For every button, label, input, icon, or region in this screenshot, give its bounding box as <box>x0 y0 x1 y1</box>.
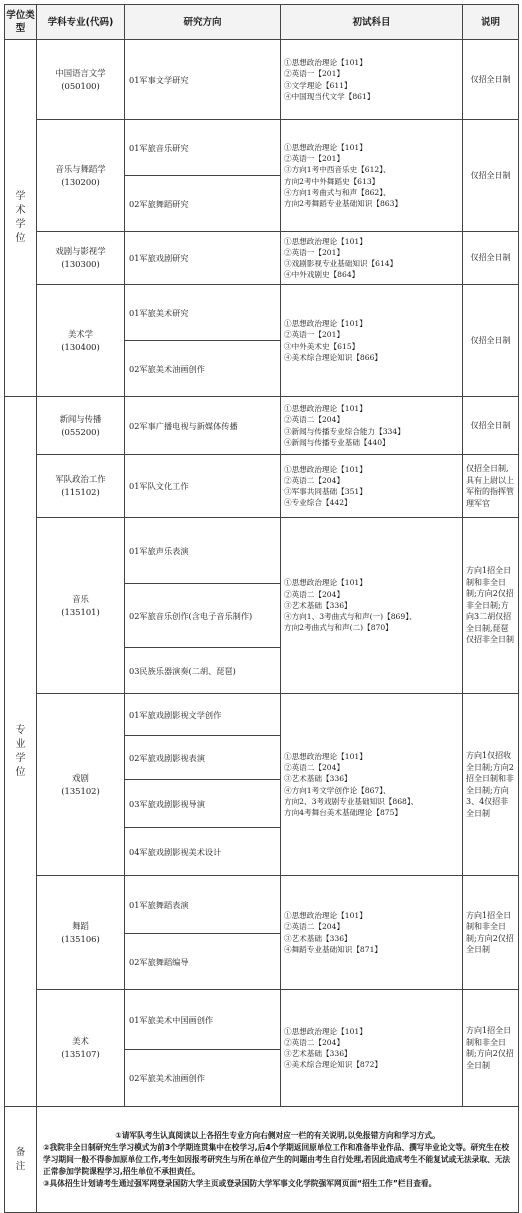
major-name: 美术学 <box>67 328 94 339</box>
research-direction-cell: 02军旅美术油画创作 <box>125 341 281 397</box>
table-header-row <box>5 5 519 40</box>
major-name: 新闻与传播 <box>59 413 102 424</box>
table-row <box>5 397 519 455</box>
exam-subject-line: ②英语二【204】 <box>284 589 345 599</box>
table-body <box>5 40 519 1213</box>
exam-subject-line: ④新闻与传播专业基础【440】 <box>284 437 390 447</box>
research-direction-cell: 02军事广播电视与新媒体传播 <box>125 397 281 455</box>
remarks-row <box>5 1107 519 1213</box>
major-name: 美术 <box>72 1036 89 1046</box>
exam-subject-line: ③方向1考中西音乐史【612】、 <box>284 165 391 175</box>
major-cell <box>37 397 125 455</box>
degree-type-label: 学术学位 <box>15 191 26 244</box>
research-direction-cell: 01军旅戏剧影视文学创作 <box>125 694 281 736</box>
exam-subject-line: ①思想政治理论【101】 <box>284 578 367 588</box>
exam-subject-line: ②英语二【204】 <box>284 922 345 932</box>
note-cell: 方向1招全日制和非全日制;方向2仅招非全日制;方向3二胡仅招全日制,琵琶仅招非全日制 <box>463 518 519 694</box>
major-cell <box>37 285 125 397</box>
note-cell: 仅招全日制 <box>463 285 519 397</box>
major-cell <box>37 990 125 1107</box>
research-direction-cell: 04军旅戏剧影视美术设计 <box>125 828 281 876</box>
research-direction-cell: 01军旅美术研究 <box>125 285 281 341</box>
research-direction-cell: 01军队文化工作 <box>125 455 281 518</box>
note-cell: 仅招全日制 <box>463 120 519 232</box>
degree-type-cell <box>5 397 37 1107</box>
exam-subject-line: ②英语一【201】 <box>284 69 345 79</box>
note-cell: 仅招全日制 <box>463 40 519 120</box>
major-cell <box>37 876 125 990</box>
exam-subject-line: ①思想政治理论【101】 <box>284 404 367 414</box>
degree-type-label: 专业学位 <box>15 724 26 778</box>
exam-subject-line: ③艺术基础【336】 <box>284 600 352 610</box>
remarks-content-cell <box>37 1107 519 1213</box>
exam-subject-line: ①思想政治理论【101】 <box>284 751 367 761</box>
exam-subject-line: ②英语一【201】 <box>284 247 345 257</box>
exam-subject-line: ②英语一【201】 <box>284 154 345 164</box>
remarks-label: 备注 <box>15 1146 26 1172</box>
exam-subjects-cell <box>281 120 463 232</box>
exam-subject-line: ④方向1考曲式与和声【862】、 <box>284 187 391 197</box>
exam-subjects-cell <box>281 876 463 990</box>
major-name: 中国语言文学 <box>55 67 106 78</box>
research-direction-cell: 02军旅舞蹈研究 <box>125 176 281 232</box>
exam-subject-line: ②英语二【204】 <box>284 1037 345 1047</box>
exam-subject-line: ③戏剧影视专业基础知识【614】 <box>284 259 398 268</box>
header-degree-type: 学位类型 <box>5 5 37 40</box>
exam-subject-line: 方向2考中外舞蹈史【613】 <box>284 176 380 186</box>
major-cell <box>37 232 125 285</box>
exam-subject-line: ④专业综合【442】 <box>284 498 352 508</box>
remark-item: ①请军队考生认真阅读以上各招生专业方向右侧对应一栏的有关说明,以免报错方向和学习方式。 <box>115 1130 440 1140</box>
exam-subject-line: ③艺术基础【336】 <box>284 1049 352 1058</box>
major-code: (130200) <box>61 176 100 187</box>
major-code: (055200) <box>61 426 100 437</box>
exam-subject-line: ①思想政治理论【101】 <box>284 58 367 68</box>
exam-subjects-cell <box>281 40 463 120</box>
table-row <box>5 120 519 176</box>
research-direction-cell: 02军旅戏剧影视表演 <box>125 736 281 780</box>
research-direction-cell: 01军旅舞蹈表演 <box>125 876 281 934</box>
research-direction-cell: 03民族乐器演奏(二胡、琵琶) <box>125 648 281 694</box>
major-cell <box>37 455 125 518</box>
header-exam-subjects: 初试科目 <box>281 5 463 40</box>
exam-subject-line: ①思想政治理论【101】 <box>284 319 367 329</box>
exam-subject-line: ①思想政治理论【101】 <box>284 911 367 921</box>
exam-subject-line: ③艺术基础【336】 <box>284 774 352 784</box>
note-cell: 方向1仅招收全日制;方向2招全日制和非全日制;方向3、4仅招非全日制 <box>463 694 519 876</box>
major-code: (135106) <box>61 933 100 944</box>
major-name: 戏剧 <box>72 772 89 783</box>
header-notes: 说明 <box>463 5 519 40</box>
exam-subject-line: ③新闻与传播专业综合能力【334】 <box>284 426 405 436</box>
major-code: (130400) <box>61 341 100 352</box>
exam-subject-line: 方向2考舞蹈专业基础知识【863】 <box>284 198 403 208</box>
exam-subject-line: ②英语二【204】 <box>284 763 345 773</box>
table-row <box>5 694 519 736</box>
table-row <box>5 40 519 120</box>
major-code: (135102) <box>61 785 100 796</box>
major-code: (135107) <box>61 1049 100 1059</box>
exam-subjects-cell <box>281 694 463 876</box>
exam-subject-line: ②英语二【204】 <box>284 415 345 425</box>
major-name: 音乐 <box>72 593 89 604</box>
exam-subject-line: ④方向1、3考曲式与和声(一)【869】、 <box>284 612 417 622</box>
research-direction-cell: 01军旅音乐研究 <box>125 120 281 176</box>
major-code: (135101) <box>61 606 100 617</box>
remarks-label-cell <box>5 1107 37 1213</box>
admissions-table <box>4 4 519 1213</box>
header-research-direction: 研究方向 <box>125 5 281 40</box>
degree-type-cell <box>5 40 37 397</box>
exam-subject-line: ④美术综合理论知识【872】 <box>284 1060 383 1070</box>
exam-subject-line: ①思想政治理论【101】 <box>284 142 367 152</box>
note-cell: 方向1招全日制和非全日制;方向2仅招全日制 <box>463 876 519 990</box>
exam-subjects-cell <box>281 232 463 285</box>
research-direction-cell: 01军旅美术中国画创作 <box>125 990 281 1050</box>
table-row <box>5 232 519 285</box>
exam-subjects-cell <box>281 397 463 455</box>
table-row <box>5 518 519 584</box>
research-direction-cell: 02军旅美术油画创作 <box>125 1050 281 1107</box>
remark-item: ③具体招生计划请考生通过强军网登录国防大学主页或登录国防大学军事文化学院强军网页面“招生工作”栏目查看。 <box>43 1178 437 1188</box>
remark-item: ②我院非全日制研究生学习模式为前3个学期连贯集中在校学习,后4个学期返回原单位工作和准备毕业作品、撰写毕业论文等。研究生在校学习期间一般不得参加原单位工作,考生如因报考研究生与所在单位产生的问题由考生自行处理,若因此造成考生不能复试或无法录取、无法正常参加学院课程学习,招生单位不承担责任。 <box>43 1142 511 1176</box>
exam-subject-line: ④中国现当代文学【861】 <box>284 91 375 101</box>
major-code: (115102) <box>61 487 100 497</box>
note-cell: 仅招全日制 <box>463 232 519 285</box>
exam-subjects-cell <box>281 990 463 1107</box>
admissions-table-container <box>4 4 518 1213</box>
exam-subject-line: ④方向1考文学创作论【867】、 <box>284 785 391 795</box>
research-direction-cell: 02军旅音乐创作(含电子音乐制作) <box>125 584 281 648</box>
major-cell <box>37 518 125 694</box>
exam-subjects-cell <box>281 285 463 397</box>
major-name: 军队政治工作 <box>55 474 106 484</box>
exam-subject-line: ①思想政治理论【101】 <box>284 236 367 246</box>
exam-subject-line: ①思想政治理论【101】 <box>284 1026 367 1036</box>
research-direction-cell: 01军旅戏剧研究 <box>125 232 281 285</box>
exam-subjects-cell <box>281 518 463 694</box>
exam-subject-line: ④美术综合理论知识【866】 <box>284 352 383 362</box>
research-direction-cell: 01军旅声乐表演 <box>125 518 281 584</box>
major-code: (050100) <box>61 80 100 91</box>
table-row <box>5 990 519 1050</box>
research-direction-cell: 03军旅戏剧影视导演 <box>125 780 281 828</box>
exam-subject-line: 方向4考舞台美术基础理论【875】 <box>284 807 403 817</box>
major-name: 音乐与舞蹈学 <box>55 163 106 174</box>
exam-subject-line: ③中外美术史【615】 <box>284 341 360 351</box>
exam-subject-line: ①思想政治理论【101】 <box>284 464 367 474</box>
major-cell <box>37 694 125 876</box>
major-code: (130300) <box>61 259 100 269</box>
exam-subject-line: ②英语二【204】 <box>284 475 345 485</box>
table-row <box>5 876 519 934</box>
exam-subject-line: ③军事共同基础【351】 <box>284 487 367 496</box>
exam-subject-line: ②英语一【201】 <box>284 330 345 340</box>
exam-subject-line: ④舞蹈专业基础知识【871】 <box>284 944 383 954</box>
exam-subject-line: 方向2考曲式与和声(二)【870】 <box>284 623 393 633</box>
exam-subject-line: 方向2、3考戏剧专业基础知识【868】、 <box>284 796 419 806</box>
exam-subject-line: ③文学理论【611】 <box>284 80 352 90</box>
note-cell: 仅招全日制,具有上尉以上军衔的指挥管理军官 <box>463 455 519 518</box>
table-row <box>5 285 519 341</box>
exam-subjects-cell <box>281 455 463 518</box>
exam-subject-line: ③艺术基础【336】 <box>284 933 352 943</box>
note-cell: 仅招全日制 <box>463 397 519 455</box>
research-direction-cell: 01军事文学研究 <box>125 40 281 120</box>
table-row <box>5 455 519 518</box>
note-cell: 方向1招全日制和非全日制;方向2仅招全日制 <box>463 990 519 1107</box>
research-direction-cell: 02军旅舞蹈编导 <box>125 934 281 990</box>
exam-subject-line: ④中外戏剧史【864】 <box>284 270 360 280</box>
header-major: 学科专业(代码) <box>37 5 125 40</box>
major-cell <box>37 40 125 120</box>
major-name: 舞蹈 <box>72 920 89 931</box>
major-name: 戏剧与影视学 <box>55 246 106 256</box>
major-cell <box>37 120 125 232</box>
